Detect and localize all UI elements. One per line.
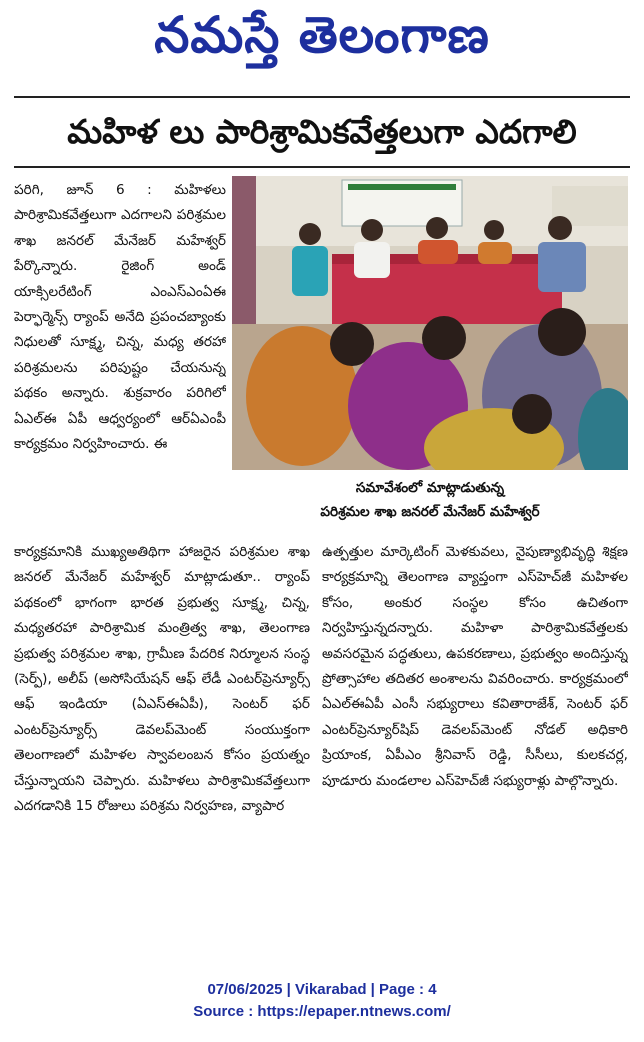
caption-line-1: సమావేశంలో మాట్లాడుతున్న xyxy=(355,480,505,496)
footer-source: Source : https://epaper.ntnews.com/ xyxy=(193,1003,451,1020)
article-text: కార్యక్రమానికి ముఖ్యఅతిథిగా హాజరైన పరిశ్రమల శాఖ జనరల్ మేనేజర్ మహేశ్వర్ మాట్లాడుతూ.. ర్యాంప్ పథకంలో భాగంగా భారత ప్రభుత్వ సూక్ష్మ, చిన్న, మధ్యతరహా పారిశ్రామిక మంత్రిత్వ శాఖ, తెలంగాణ ప్రభుత్వ పరిశ్రమల శాఖ, గ్రామీణ పేదరిక నిర్మూలన సంస్థ (సెర్ప్), అలీప్ (అసోసియేషన్ ఆఫ్ లేడీ ఎంటర్‌ప్రెన్యూర్స్ ఆఫ్ ఇండియా (ఏఎస్ఈఏపీ), సెంటర్ ఫర్ ఎంటర్‌ప్రెన్యూర్స్ డెవలప్‌మెంట్ సంయుక్తంగా తెలంగాణలో మహిళల స్వావలంబన కోసం ప్రయత్నం చేస్తున్నాయని చెప్పారు. మహిళలు పారిశ్రామికవేత్తలుగా ఎదగడానికి 15 రోజులు పరిశ్రమ నిర్వహణ, వ్యాపార xyxy=(14,544,310,815)
article-headline: మహిళ లు పారిశ్రామికవేత్తలుగా ఎదగాలి xyxy=(67,112,577,151)
headline-rule xyxy=(14,166,630,168)
meeting-photo-icon xyxy=(232,176,628,470)
masthead xyxy=(0,0,644,92)
article-column-1-bottom xyxy=(14,540,310,922)
article-column-1-top xyxy=(14,178,226,530)
top-rule xyxy=(14,96,630,98)
meeting-photo xyxy=(232,176,628,470)
photo-caption xyxy=(232,476,628,524)
newspaper-logo: నమస్తే తెలంగాణ xyxy=(154,6,490,64)
article-text: ఉత్పత్తుల మార్కెటింగ్ మెళకువలు, నైపుణ్యాభివృద్ధి శిక్షణ కార్యక్రమాన్ని తెలంగాణ వ్యాప్తంగా ఎస్‌హెచ్‌జీ మహిళల కోసం, అంకుర సంస్థల కోసం ఉచితంగా నిర్వహిస్తున్నదన్నారు. మహిళా పారిశ్రామికవేత్తలకు అవసరమైన పద్ధతులు, ఉపకరణాలు, ప్రభుత్వం అందిస్తున్న ప్రోత్సాహాల తదితర అంశాలను వివరించారు. కార్యక్రమంలో ఏఎల్ఈఏపీ ఎంసీ సభ్యురాలు కవితారాజేశ్, సెంటర్ ఫర్ ఎంటర్‌ప్రెన్యూర్‌షిప్ డెవలప్‌మెంట్ నోడల్ అధికారి ప్రియాంక, ఏపీఎం శ్రీనివాస్ రెడ్డి, సీసీలు, కులకచర్ల, పూడూరు మండలాల ఎస్‌హెచ్‌జీ సభ్యురాళ్లు పాల్గొన్నారు. xyxy=(322,544,628,789)
article-text: పరిగి, జూన్ 6 : మహిళలు పారిశ్రామికవేత్తలుగా ఎదగాలని పరిశ్రమల శాఖ జనరల్ మేనేజర్ మహేశ్వర్ పేర్కొన్నారు. రైజింగ్ అండ్ యాక్సిలరేటింగ్ ఎంఎస్ఎంఏఈ పెర్ఫార్మెన్స్ ర్యాంప్ అనేది ప్రపంచబ్యాంకు నిధులతో సూక్ష్మ, చిన్న, మధ్య తరహా పరిశ్రమలను పరిపుష్టం చేయనున్న పథకం అన్నారు. శుక్రవారం పరిగిలో ఏఎల్ఈ ఏపీ ఆధ్వర్యంలో ఆర్ఏఎంపీ కార్యక్రమం నిర్వహించారు. ఈ xyxy=(14,182,226,453)
article-column-2 xyxy=(322,540,628,922)
footer-date-edition: 07/06/2025 | Vikarabad | Page : 4 xyxy=(207,981,437,998)
caption-line-2: పరిశ్రమల శాఖ జనరల్ మేనేజర్ మహేశ్వర్ xyxy=(320,504,540,520)
